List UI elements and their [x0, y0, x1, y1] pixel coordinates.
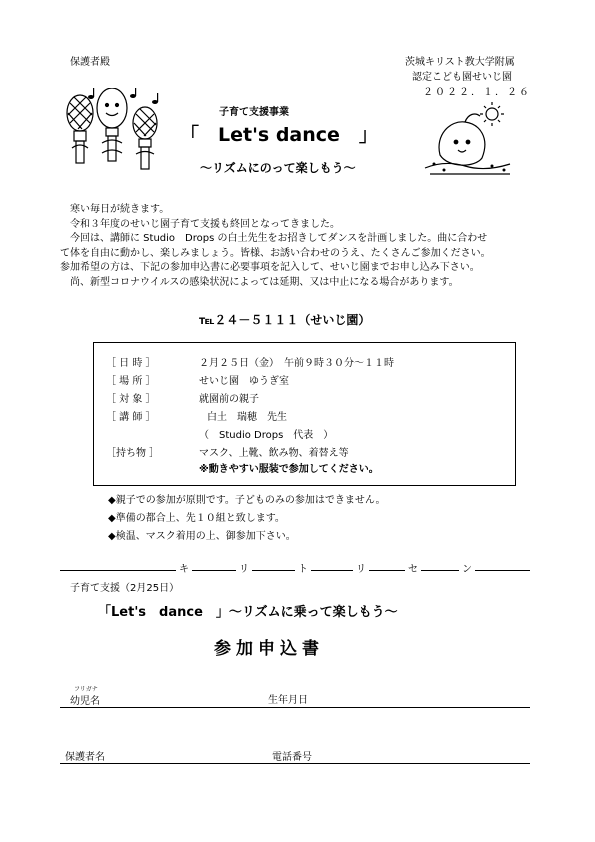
recipient: 保護者殿: [70, 57, 110, 68]
furigana-label: フリガナ: [74, 686, 98, 693]
cut-line-char: キ: [176, 563, 192, 576]
detail-value-instructor-affiliation: （ Studio Drops 代表 ）: [199, 430, 334, 441]
telephone: ℡２４－５１１１（せいじ園）: [199, 313, 371, 327]
cut-line-char: セ: [405, 563, 421, 576]
guardian-name-field[interactable]: [60, 763, 270, 764]
birthdate-field[interactable]: [265, 707, 530, 708]
event-details-box: [93, 342, 516, 486]
note-1: ◆親子での参加が原則です。子どものみの参加はできません。: [108, 495, 386, 506]
phone-field[interactable]: [268, 763, 530, 764]
detail-value-date: ２月２５日（金） 午前９時３０分～１１時: [199, 358, 394, 369]
detail-value-target: 就園前の親子: [199, 394, 259, 405]
form-heading: 参加申込書: [214, 639, 324, 659]
intro-line: 尚、新型コロナウイルスの感染状況によっては延期、又は中止になる場合があります。: [70, 276, 459, 288]
detail-value-place: せいじ園 ゆうぎ室: [199, 376, 289, 387]
child-name-field[interactable]: [60, 707, 280, 708]
detail-label-instructor: ［ 講 師 ］: [106, 412, 156, 423]
detail-label-date: ［ 日 時 ］: [106, 358, 156, 369]
form-title: 「Let's dance 」～リズムに乗って楽しもう～: [98, 605, 398, 620]
cut-line-char: リ: [353, 563, 369, 576]
cut-line: [60, 563, 530, 577]
issue-date: ２０２２．１．２６: [423, 87, 531, 98]
detail-clothing-note: ※動きやすい服装で参加してください。: [199, 464, 379, 475]
maracas-illustration: [60, 88, 170, 178]
detail-value-instructor: 白土 瑞穂 先生: [207, 412, 287, 423]
program-label: 子育て支援事業: [219, 107, 289, 118]
intro-paragraph: [60, 203, 491, 290]
guardian-name-label: 保護者名: [65, 752, 105, 763]
subtitle: ～リズムにのって楽しもう～: [200, 161, 356, 175]
form-program: 子育て支援（2月25日）: [70, 583, 180, 594]
detail-value-belongings: マスク、上靴、飲み物、着替え等: [199, 448, 349, 459]
main-title: 「 Let's dance 」: [180, 124, 378, 146]
detail-label-target: ［ 対 象 ］: [106, 394, 156, 405]
intro-line: 今回は、講師に Studio Drops の白土先生をお招きしてダンスを計画しました。曲に合わせ: [70, 233, 488, 244]
intro-line: 寒い毎日が続きます。: [70, 204, 170, 215]
intro-line: て体を自由に動かし、楽しみましょう。皆様、お誘い合わせのうえ、たくさんご参加ください。: [60, 247, 491, 259]
note-3: ◆検温、マスク着用の上、御参加下さい。: [108, 531, 296, 542]
child-name-label: 幼児名: [70, 696, 100, 707]
org-line1: 茨城キリスト教大学附属: [405, 57, 515, 68]
birthdate-label: 生年月日: [268, 695, 308, 706]
intro-line: 令和３年度のせいじ園子育て支援も終回となってきました。: [70, 218, 340, 230]
phone-label: 電話番号: [272, 752, 312, 763]
cut-line-char: リ: [236, 563, 252, 576]
detail-label-place: ［ 場 所 ］: [106, 376, 156, 387]
cut-line-char: ン: [459, 563, 475, 576]
detail-label-belongings: ［持ち物 ］: [106, 448, 160, 459]
note-2: ◆準備の都合上、先１０組と致します。: [108, 513, 285, 524]
cut-line-char: ト: [295, 563, 311, 576]
org-line2: 認定こども園せいじ園: [412, 72, 512, 83]
onion-sun-illustration: [420, 100, 520, 180]
intro-line: 参加希望の方は、下記の参加申込書に必要事項を記入して、せいじ園までお申し込み下さい。: [60, 262, 480, 273]
